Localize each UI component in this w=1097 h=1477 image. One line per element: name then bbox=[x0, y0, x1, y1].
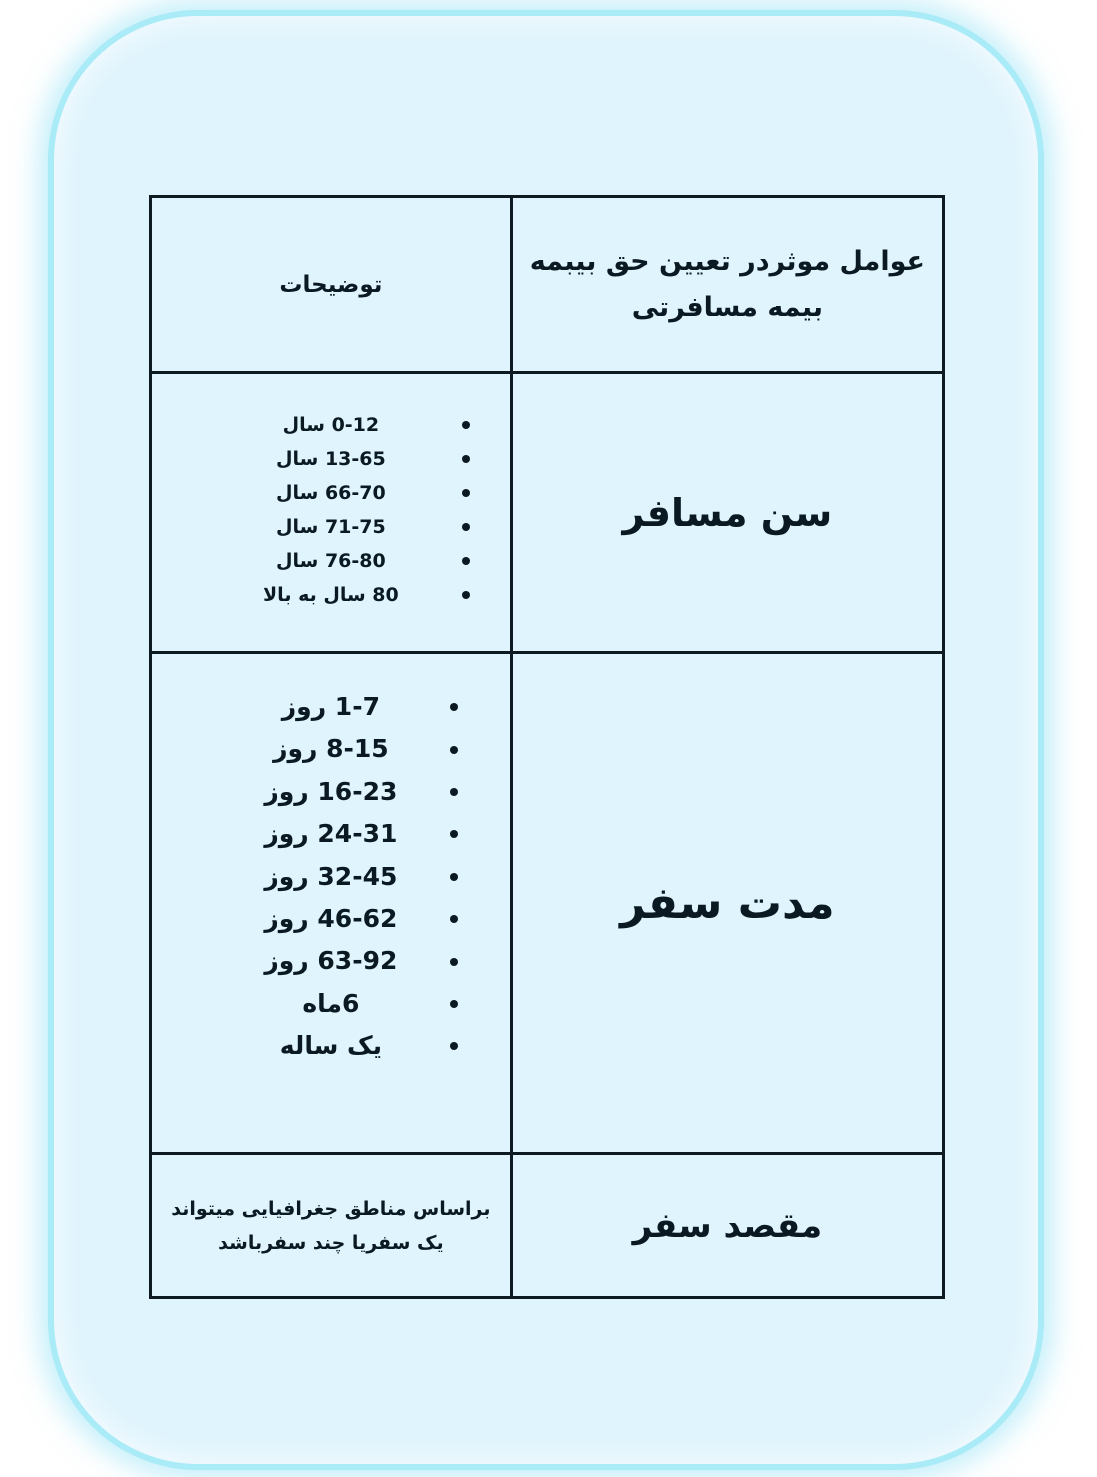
table-row bbox=[151, 373, 944, 653]
bullet-icon bbox=[450, 788, 458, 796]
factor-age: سن مسافر bbox=[511, 373, 943, 653]
list-item: 66-70 سال bbox=[152, 476, 510, 510]
list-item: 76-80 سال bbox=[152, 544, 510, 578]
list-item: 13-65 سال bbox=[152, 442, 510, 476]
list-item: 24-31 روز bbox=[152, 813, 510, 855]
bullet-icon bbox=[462, 591, 470, 599]
list-item: 0-12 سال bbox=[152, 408, 510, 442]
destination-description-line1: براساس مناطق جغرافیایی میتواند bbox=[171, 1197, 491, 1220]
header-factor-cell bbox=[511, 197, 943, 373]
bullet-icon bbox=[462, 557, 470, 565]
header-description-cell: توضیحات bbox=[151, 197, 512, 373]
factor-duration: مدت سفر bbox=[511, 653, 943, 1154]
destination-description-cell bbox=[151, 1154, 512, 1298]
table-row bbox=[151, 653, 944, 1154]
insurance-factors-table bbox=[149, 195, 945, 1299]
list-item: 80 سال به بالا bbox=[152, 578, 510, 612]
list-item: 6ماه bbox=[152, 983, 510, 1025]
table-header-row bbox=[151, 197, 944, 373]
bullet-icon bbox=[450, 873, 458, 881]
list-item: 71-75 سال bbox=[152, 510, 510, 544]
factor-destination: مقصد سفر bbox=[511, 1154, 943, 1298]
header-factor-line2: بیمه مسافرتی bbox=[631, 291, 824, 323]
bullet-icon bbox=[450, 746, 458, 754]
list-item: 46-62 روز bbox=[152, 898, 510, 940]
bullet-icon bbox=[450, 1000, 458, 1008]
bullet-icon bbox=[462, 455, 470, 463]
list-item: 8-15 روز bbox=[152, 728, 510, 770]
bullet-icon bbox=[450, 958, 458, 966]
bullet-icon bbox=[462, 421, 470, 429]
table-row bbox=[151, 1154, 944, 1298]
list-item: یک ساله bbox=[152, 1025, 510, 1067]
destination-description-line2: یک سفریا چند سفرباشد bbox=[218, 1231, 444, 1254]
header-factor-line1: عوامل موثردر تعیین حق بیبمه bbox=[529, 245, 925, 277]
bullet-icon bbox=[462, 523, 470, 531]
list-item: 1-7 روز bbox=[152, 686, 510, 728]
bullet-icon bbox=[450, 915, 458, 923]
bullet-icon bbox=[462, 489, 470, 497]
list-item: 32-45 روز bbox=[152, 856, 510, 898]
age-range-list bbox=[152, 408, 510, 612]
bullet-icon bbox=[450, 703, 458, 711]
list-item: 16-23 روز bbox=[152, 771, 510, 813]
list-item: 63-92 روز bbox=[152, 940, 510, 982]
duration-description-cell bbox=[151, 653, 512, 1154]
age-description-cell bbox=[151, 373, 512, 653]
duration-range-list bbox=[152, 686, 510, 1068]
